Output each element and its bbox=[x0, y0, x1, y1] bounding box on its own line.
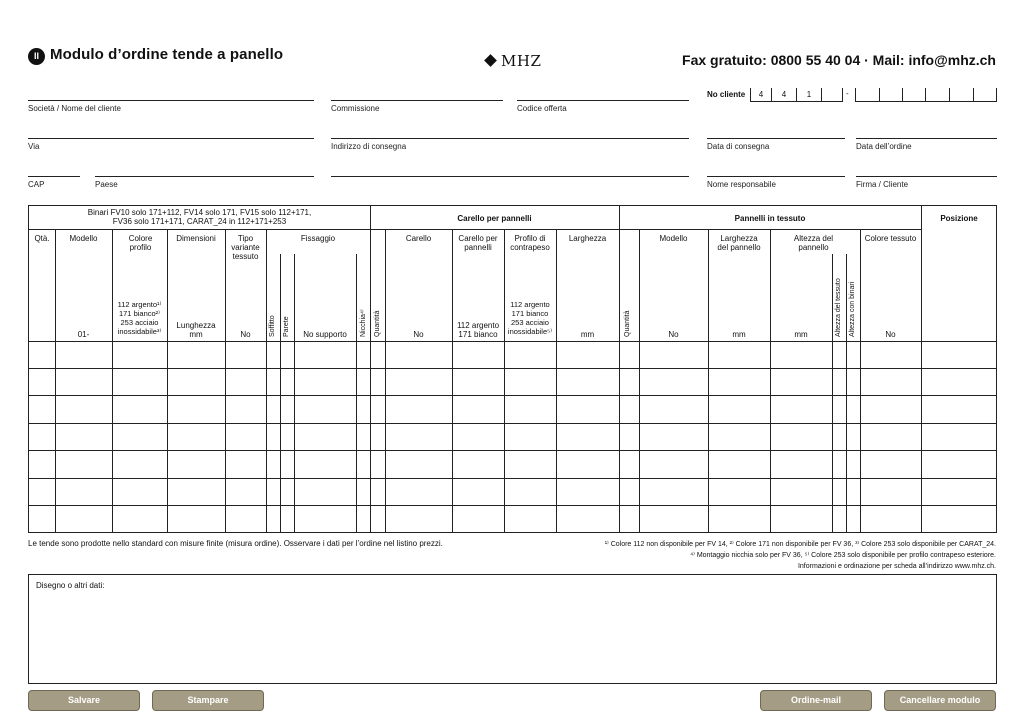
lunghezza-unit: mm bbox=[189, 330, 203, 339]
table-row[interactable] bbox=[29, 395, 997, 423]
altezza-tessuto-label: Altezza del tessuto bbox=[835, 278, 842, 337]
pannelli-group-header: Pannelli in tessuto bbox=[734, 214, 806, 223]
cap-label: CAP bbox=[28, 180, 45, 189]
contrapeso-opt-inox: inossidabile⁵⁾ bbox=[507, 327, 553, 336]
print-button[interactable]: Stampare bbox=[152, 690, 264, 711]
altezza-binari-label: Altezza con binari bbox=[849, 281, 856, 337]
indirizzo-consegna-label: Indirizzo di consegna bbox=[331, 142, 407, 151]
logo-text: MHZ bbox=[501, 52, 542, 70]
mhz-logo bbox=[486, 52, 541, 70]
binari-line-1: Binari FV10 solo 171+112, FV14 solo 171, FV15 solo 112+171, bbox=[87, 208, 312, 217]
table-row[interactable] bbox=[29, 368, 997, 395]
clear-form-button[interactable]: Cancellare modulo bbox=[884, 690, 996, 711]
col-carello-pannelli: Carello per pannelli bbox=[458, 234, 498, 252]
carello-options bbox=[452, 321, 504, 339]
societa-label: Società / Nome del cliente bbox=[28, 104, 121, 113]
altezza-pannello-unit: mm bbox=[794, 330, 808, 339]
nome-responsabile-label: Nome responsabile bbox=[707, 180, 776, 189]
binari-header bbox=[29, 208, 370, 226]
col-modello: Modello bbox=[69, 234, 98, 243]
paese-label: Paese bbox=[95, 180, 118, 189]
contact-info: Fax gratuito: 0800 55 40 04 · Mail: info@mhz.ch bbox=[682, 52, 996, 68]
data-consegna-label: Data di consegna bbox=[707, 142, 770, 151]
colore-opt-171: 171 bianco²⁾ bbox=[118, 309, 161, 318]
carello-quantita-label: Quantità bbox=[374, 310, 381, 337]
col-qta: Qtà. bbox=[34, 234, 50, 243]
cliente-digit-3[interactable]: 1 bbox=[796, 88, 821, 102]
larghezza-pannello-unit: mm bbox=[732, 330, 746, 339]
commissione-label: Commissione bbox=[331, 104, 380, 113]
carello-opt-112: 112 argento bbox=[456, 321, 500, 330]
cliente-digit-10[interactable] bbox=[973, 88, 997, 102]
table-row[interactable] bbox=[29, 423, 997, 450]
col-larghezza-pannello: Larghezza del pannello bbox=[717, 234, 761, 252]
soffitto-label: Soffitto bbox=[269, 315, 276, 337]
contrapeso-opt-171: 171 bianco bbox=[511, 309, 549, 318]
nome-responsabile-field[interactable] bbox=[707, 176, 845, 189]
cliente-digit-5[interactable] bbox=[855, 88, 879, 102]
drawing-label: Disegno o altri dati: bbox=[36, 581, 105, 590]
commissione-field[interactable] bbox=[331, 100, 503, 113]
colore-options bbox=[112, 300, 167, 336]
col-altezza-pannello: Altezza del pannello bbox=[793, 234, 834, 252]
larghezza-unit: mm bbox=[580, 330, 595, 339]
col-profilo-contrapeso: Profilo di contrapeso bbox=[510, 234, 550, 252]
col-carello: Carello bbox=[405, 234, 432, 243]
cliente-digit-7[interactable] bbox=[902, 88, 925, 102]
form-header bbox=[28, 46, 996, 74]
indirizzo-consegna-field[interactable] bbox=[331, 138, 689, 151]
contrapeso-opt-112: 112 argento bbox=[510, 300, 550, 309]
no-supporto-label: No supporto bbox=[303, 330, 347, 339]
binari-line-2: FV36 solo 171+171, CARAT_24 in 112+171+253 bbox=[112, 217, 287, 226]
cliente-digit-6[interactable] bbox=[879, 88, 902, 102]
posizione-header: Posizione bbox=[940, 214, 978, 223]
tipo-no: No bbox=[240, 330, 251, 339]
parete-label: Parete bbox=[283, 316, 290, 337]
data-consegna-field[interactable] bbox=[707, 138, 845, 151]
diamond-icon bbox=[484, 54, 497, 67]
drawing-area[interactable] bbox=[28, 574, 997, 684]
col-larghezza: Larghezza bbox=[568, 234, 607, 243]
contrapeso-opt-253: 253 acciaio bbox=[511, 318, 549, 327]
cliente-digit-1[interactable]: 4 bbox=[750, 88, 771, 102]
table-row[interactable] bbox=[29, 505, 997, 533]
cliente-digit-9[interactable] bbox=[949, 88, 973, 102]
pannello-modello-no: No bbox=[668, 330, 679, 339]
via-field[interactable] bbox=[28, 138, 314, 151]
data-ordine-field[interactable] bbox=[856, 138, 997, 151]
table-row[interactable] bbox=[29, 450, 997, 478]
dimensioni-units bbox=[167, 321, 225, 339]
paese-field[interactable] bbox=[95, 176, 314, 189]
data-ordine-label: Data dell’ordine bbox=[856, 142, 912, 151]
cap-field[interactable] bbox=[28, 176, 80, 189]
colore-opt-inox: inossidabile³⁾ bbox=[117, 327, 162, 336]
colore-opt-253: 253 acciaio bbox=[120, 318, 159, 327]
carello-no: No bbox=[413, 330, 424, 339]
footnote-3: Informazioni e ordinazione per scheda all’indirizzo www.mhz.ch. bbox=[797, 563, 996, 570]
cliente-label: No cliente bbox=[707, 90, 746, 99]
col-colore-tessuto: Colore tessuto bbox=[864, 234, 917, 243]
order-table bbox=[28, 205, 997, 533]
cliente-digit-4[interactable] bbox=[821, 88, 843, 102]
section-badge: II bbox=[28, 48, 45, 65]
save-button[interactable]: Salvare bbox=[28, 690, 140, 711]
col-colore-profilo: Colore profilo bbox=[128, 234, 153, 252]
footnote-1: ¹⁾ Colore 112 non disponibile per FV 14, ²⁾ Colore 171 non disponibile per FV 36, ³⁾ Colore 253 solo disponibile per CARAT_24. bbox=[604, 541, 996, 548]
cliente-digit-2[interactable]: 4 bbox=[771, 88, 796, 102]
contrapeso-options bbox=[504, 300, 556, 336]
carello-opt-171: 171 bianco bbox=[458, 330, 498, 339]
modello-prefix: 01- bbox=[77, 330, 90, 339]
col-pannello-modello: Modello bbox=[659, 234, 688, 243]
col-dimensioni: Dimensioni bbox=[176, 234, 216, 243]
firma-label: Firma / Cliente bbox=[856, 180, 909, 189]
footnote-2: ⁴⁾ Montaggio nicchia solo per FV 36, ⁵⁾ Colore 253 solo disponibile per profilo contrapeso esteriore. bbox=[690, 552, 996, 559]
lunghezza-label: Lunghezza bbox=[176, 321, 216, 330]
colore-opt-112: 112 argento¹⁾ bbox=[117, 300, 162, 309]
footnotes bbox=[605, 539, 996, 572]
form-title: Modulo d’ordine tende a panello bbox=[50, 46, 284, 63]
email-order-button[interactable]: Ordine-mail bbox=[760, 690, 872, 711]
carello-group-header: Carello per pannelli bbox=[457, 214, 532, 223]
indirizzo-extra-field[interactable] bbox=[331, 176, 689, 180]
col-fissaggio: Fissaggio bbox=[300, 234, 336, 243]
col-tipo-variante: Tipo variante tessuto bbox=[231, 234, 260, 261]
codice-offerta-label: Codice offerta bbox=[517, 104, 567, 113]
table-row[interactable] bbox=[29, 478, 997, 505]
standard-note: Le tende sono prodotte nello standard con misure finite (misura ordine). Osservare i dati per l’ordine nel listino prezzi. bbox=[28, 539, 443, 548]
cliente-dash: - bbox=[846, 89, 849, 98]
pannelli-quantita-label: Quantità bbox=[624, 310, 631, 337]
codice-offerta-field[interactable] bbox=[517, 100, 689, 113]
cliente-digit-8[interactable] bbox=[925, 88, 949, 102]
via-label: Via bbox=[28, 142, 40, 151]
colore-tessuto-no: No bbox=[885, 330, 896, 339]
firma-field[interactable] bbox=[856, 176, 997, 189]
table-row[interactable] bbox=[29, 341, 997, 368]
societa-field[interactable] bbox=[28, 100, 314, 113]
nicchia-label: Nicchia⁴⁾ bbox=[360, 309, 367, 337]
